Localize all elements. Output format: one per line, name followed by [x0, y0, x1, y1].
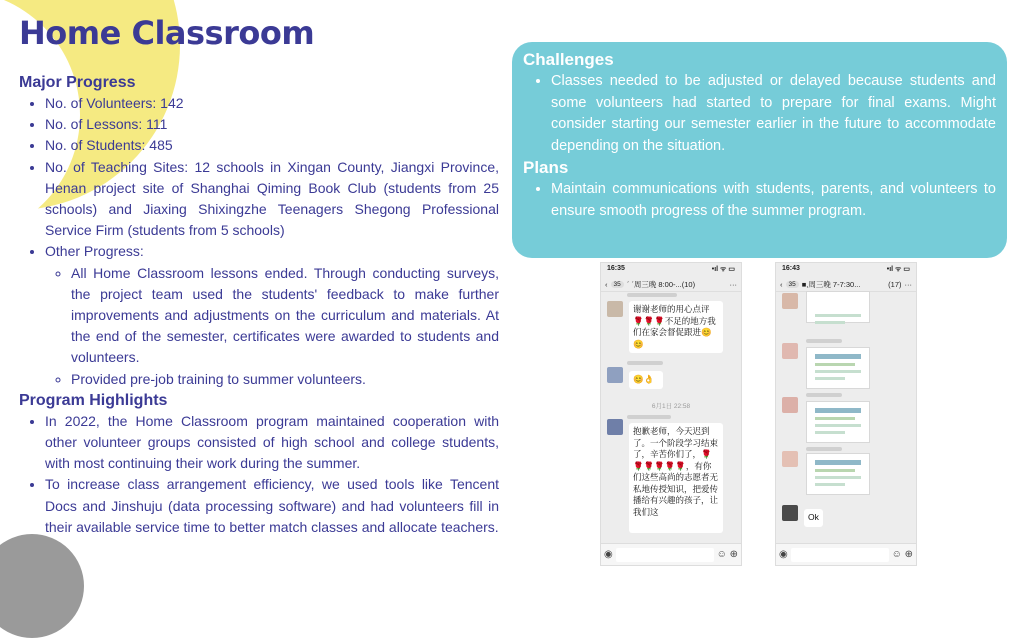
program-highlights-list: [19, 411, 499, 538]
message-input[interactable]: [791, 548, 889, 562]
member-count: (17): [888, 279, 902, 289]
chat-screenshot-right: [775, 262, 917, 566]
status-icons: •ıl ᯤ ▭: [886, 266, 910, 273]
blurred-sender-name: [806, 447, 842, 451]
chat-title: ˊ ˊ周三晚 8:00-...(10): [626, 279, 696, 289]
blurred-sender-name: [806, 393, 842, 397]
list-item: • No. of Lessons: 111: [45, 114, 499, 135]
major-progress-heading: Major Progress: [19, 74, 136, 91]
sub-list-item: ◦ All Home Classroom lessons ended. Through conducting surveys, the project team used the students' feedback to make further improvements and adjustments on the curriculum and materials. At the end of the semester, certificates were awarded to students and volunteers.: [71, 263, 499, 369]
avatar: [782, 397, 798, 413]
emoji-plus-icons[interactable]: ☺ ⊕: [716, 549, 738, 560]
chat-nav-bar: [601, 277, 741, 292]
image-message[interactable]: [806, 401, 870, 443]
emoji-plus-icons[interactable]: ☺ ⊕: [891, 549, 913, 560]
status-time: 16:43: [782, 265, 800, 272]
program-highlights-heading: Program Highlights: [19, 391, 168, 409]
message-composer: [776, 543, 916, 565]
plans-list: [523, 179, 996, 222]
list-item: • To increase class arrangement efficiency, we used tools like Tencent Docs and Jinshuju (data processing software) and had volunteers fill in their available service time to better match classes and allocate teachers.: [45, 474, 499, 538]
image-message[interactable]: [806, 347, 870, 389]
sub-list-item: ◦ Provided pre-job training to summer volunteers.: [71, 369, 499, 390]
message-bubble: 抱歉老师，今天迟到了。一个阶段学习结束了，辛苦你们了，🌹🌹🌹🌹🌹🌹，有你们这些高尚的志愿者无私地传授知识，把爱传播给有兴趣的孩子，让我们这: [629, 423, 723, 533]
page-title: Home Classroom: [19, 14, 315, 52]
challenges-plans-card: [512, 42, 1007, 258]
blurred-sender-name: [627, 293, 677, 297]
message-composer: [601, 543, 741, 565]
voice-icon[interactable]: ◉: [779, 549, 788, 560]
blurred-sender-name: [627, 415, 671, 419]
more-menu-icon[interactable]: ···: [904, 279, 912, 289]
challenges-list: [523, 71, 996, 157]
list-item: • No. of Teaching Sites: 12 schools in Xingan County, Jiangxi Province, Henan project site of Shanghai Qiming Book Club (students from 25 schools) and Jiaxing Shixingzhe Teenagers Shegong Professional Service Firm (students from 5 schools): [45, 157, 499, 242]
avatar: [782, 451, 798, 467]
unread-badge: 35: [786, 281, 799, 288]
status-bar: [601, 263, 741, 277]
list-item: • In 2022, the Home Classroom program maintained cooperation with other volunteer groups consisted of high school and college students, with most continuing their work during the summer.: [45, 411, 499, 475]
avatar: [607, 367, 623, 383]
blurred-sender-name: [627, 361, 663, 365]
other-progress-sublist: [45, 263, 499, 390]
image-message[interactable]: [806, 453, 870, 495]
avatar: [782, 293, 798, 309]
challenges-heading: Challenges: [523, 50, 614, 69]
back-icon[interactable]: ‹: [780, 279, 783, 289]
voice-icon[interactable]: ◉: [604, 549, 613, 560]
plans-heading: Plans: [523, 158, 569, 177]
list-item: • No. of Students: 485: [45, 135, 499, 156]
message-bubble: 😊👌: [629, 371, 663, 389]
message-input[interactable]: [616, 548, 714, 562]
message-timestamp: 6月1日 22:58: [651, 403, 691, 410]
chat-title: ■,周三晚 7-7:30...: [801, 279, 861, 289]
chat-nav-bar: [776, 277, 916, 292]
back-icon[interactable]: ‹: [605, 279, 608, 289]
status-bar: [776, 263, 916, 277]
decorative-gray-circle: [0, 534, 84, 638]
unread-badge: 35: [611, 281, 624, 288]
avatar: [607, 301, 623, 317]
status-icons: •ıl ᯤ ▭: [711, 266, 735, 273]
image-message[interactable]: [806, 291, 870, 323]
avatar: [782, 343, 798, 359]
list-item: • Maintain communications with students, parents, and volunteers to ensure smooth progress of the summer program.: [551, 179, 996, 222]
message-bubble: Ok: [804, 509, 823, 527]
list-item: • Classes needed to be adjusted or delayed because students and some volunteers had started to prepare for final exams. Might consider starting our semester earlier in the future to accommodate depending on the situation.: [551, 71, 996, 157]
avatar: [782, 505, 798, 521]
more-menu-icon[interactable]: ···: [729, 279, 737, 289]
status-time: 16:35: [607, 265, 625, 272]
list-item: • No. of Volunteers: 142: [45, 93, 499, 114]
message-bubble: 谢谢老师的用心点评🌹🌹🌹不足的地方我们在家会督促跟进😊😊: [629, 301, 723, 353]
list-item-label: Other Progress:: [45, 243, 144, 260]
blurred-sender-name: [806, 339, 842, 343]
list-item-other-progress: [45, 241, 499, 389]
major-progress-list: [19, 93, 499, 390]
left-column: [19, 72, 499, 538]
avatar: [607, 419, 623, 435]
chat-screenshot-left: [600, 262, 742, 566]
